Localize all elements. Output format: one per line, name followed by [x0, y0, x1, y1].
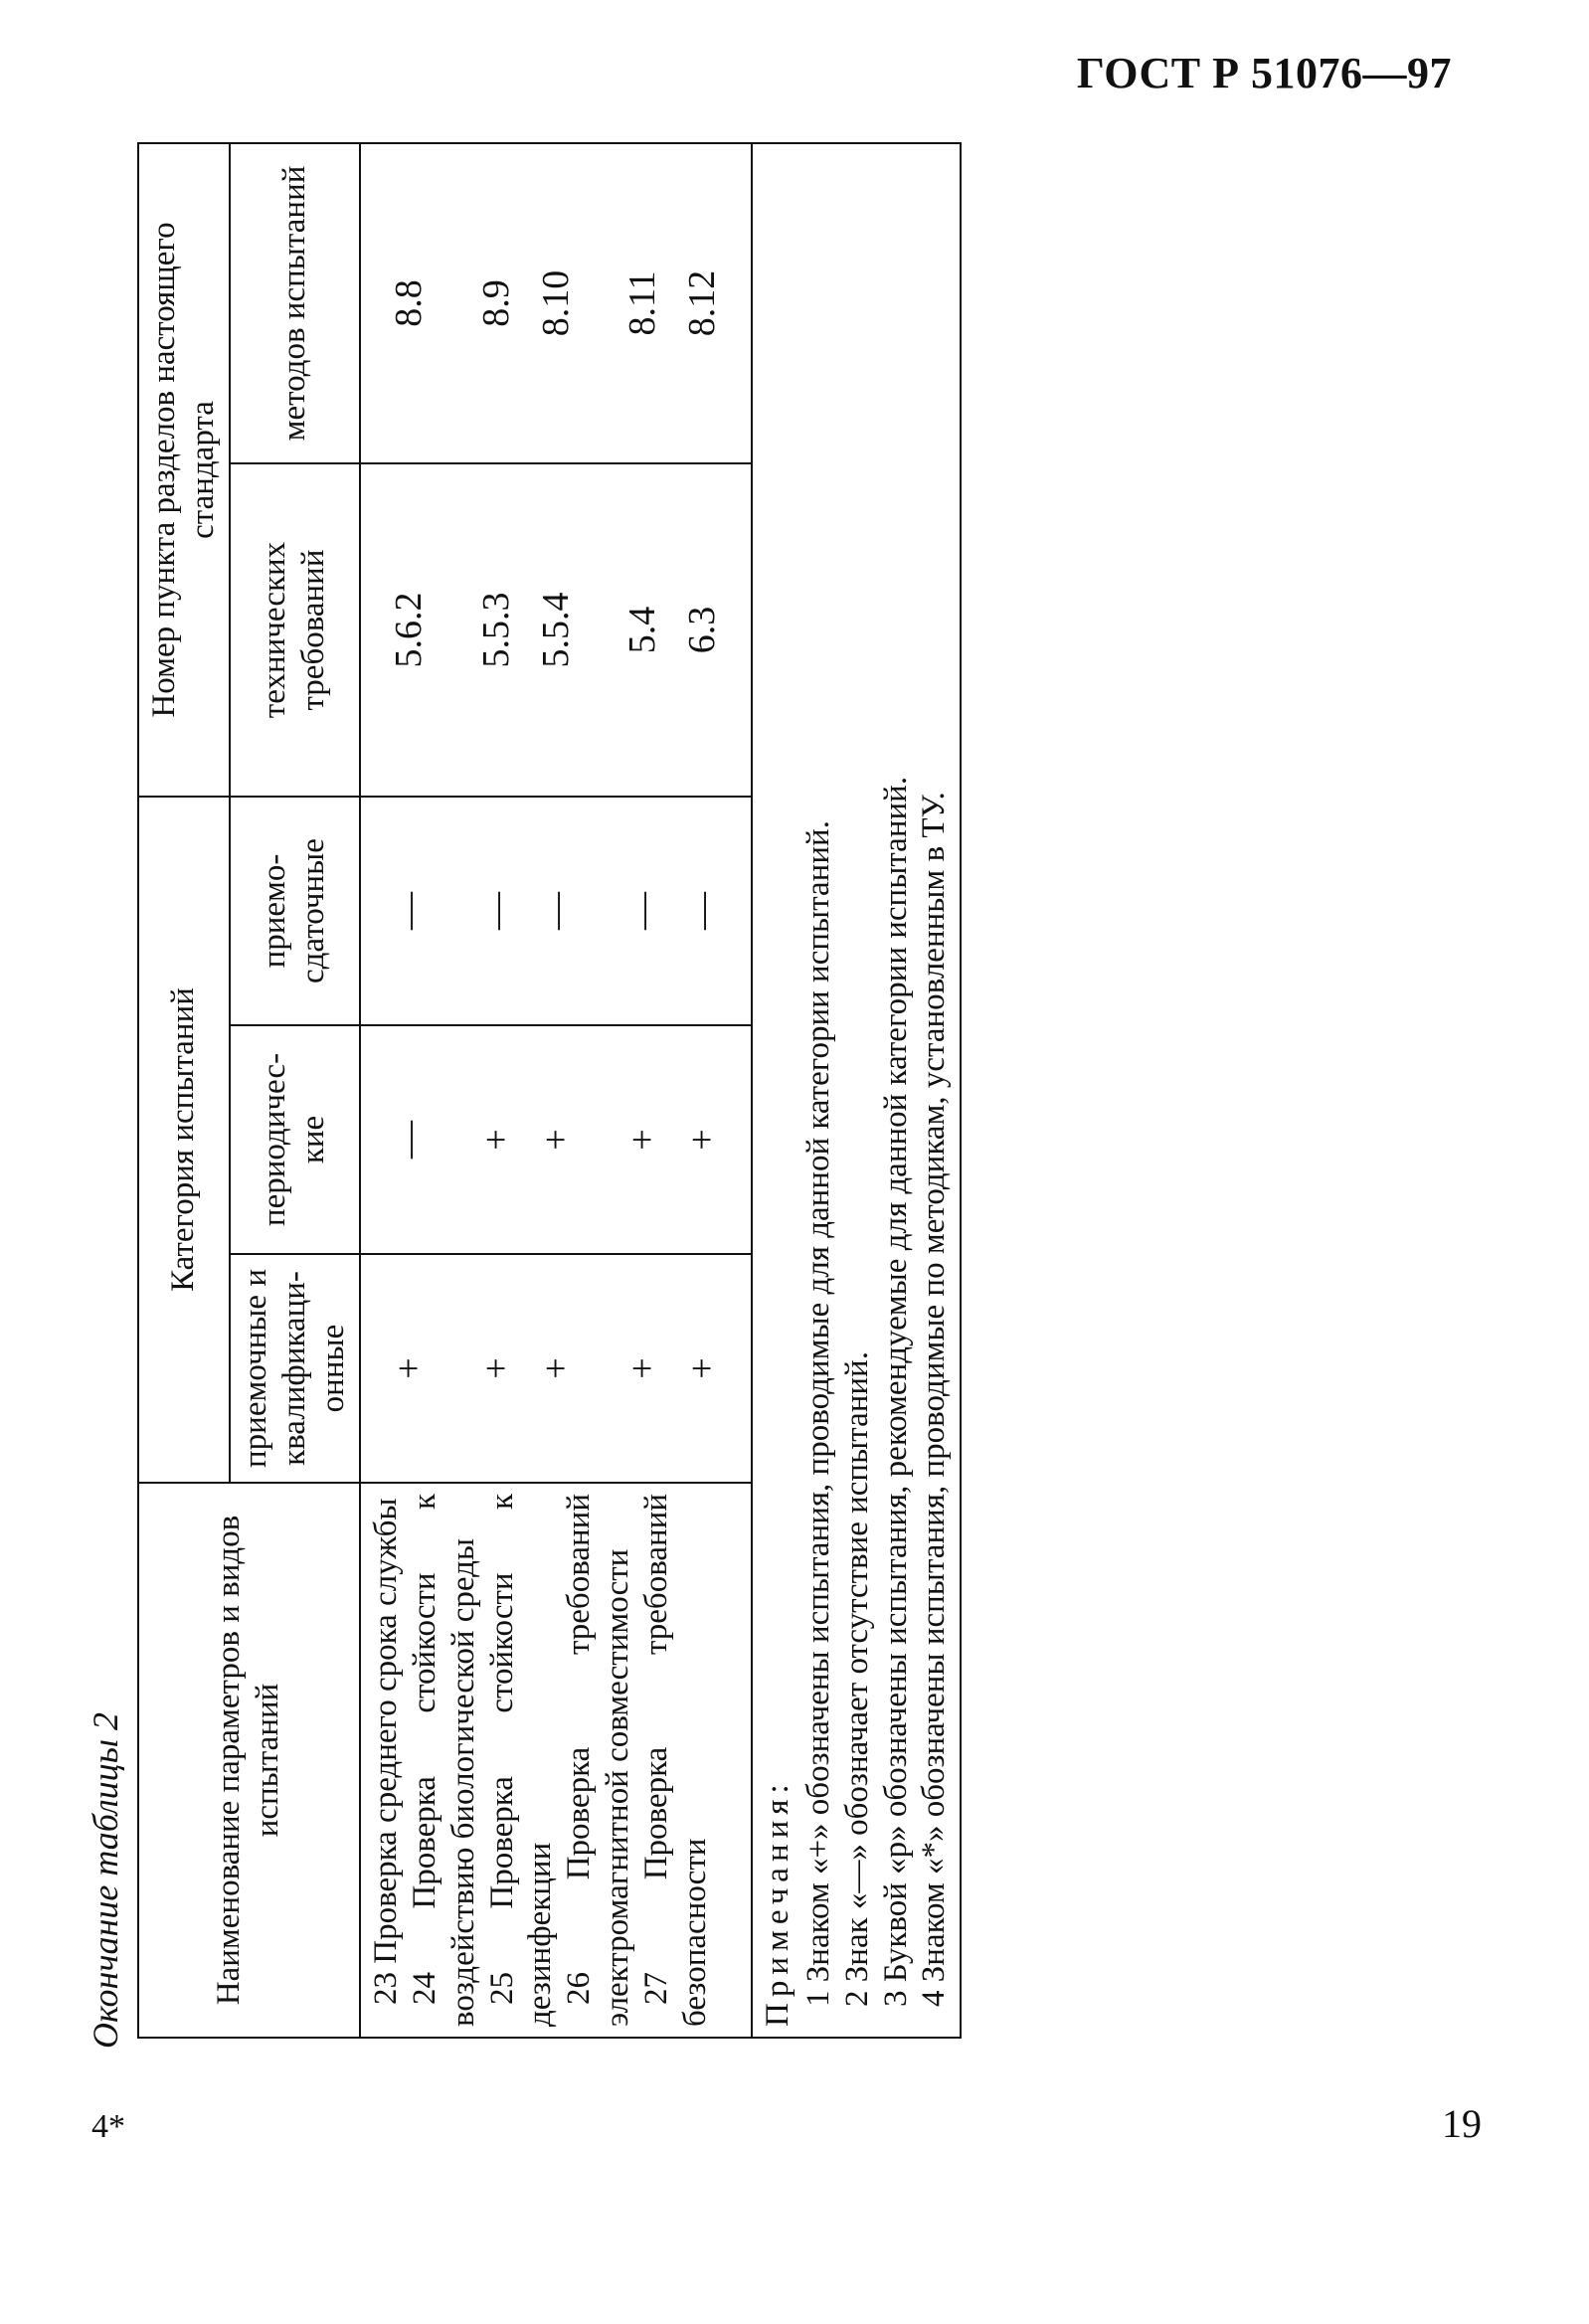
- periodic-column: [360, 1025, 752, 1254]
- table-row-name: 27 Проверка требований безопасности: [638, 1494, 714, 2027]
- cell-technical-req: 5.5.4: [534, 592, 577, 668]
- qualification-column: [360, 1254, 752, 1483]
- cell-test-methods: 8.11: [620, 270, 663, 336]
- notes-section: [752, 143, 962, 2038]
- table-row-name: 25 Проверка стойкости к дезинфекции: [483, 1494, 559, 2027]
- table-caption: Окончание таблицы 2: [86, 1711, 125, 2049]
- page-marker: 4*: [91, 2108, 125, 2145]
- cell-qualification: +: [620, 1357, 663, 1379]
- header-section-group: Номер пункта разделов настоящего стандарта: [138, 143, 230, 797]
- document-code: ГОСТ Р 51076—97: [1076, 49, 1452, 97]
- cell-technical-req: 5.4: [620, 606, 663, 654]
- header-acceptance: приемо-сдаточные: [230, 797, 360, 1025]
- cell-acceptance: —: [680, 892, 723, 930]
- test-methods-column: [360, 143, 752, 463]
- cell-periodic: +: [680, 1129, 723, 1151]
- acceptance-column: [360, 797, 752, 1025]
- cell-technical-req: 6.3: [680, 606, 723, 654]
- technical-req-column: [360, 463, 752, 797]
- cell-periodic: —: [387, 1121, 430, 1159]
- table-row-name: 26 Проверка требований электромагнитной совместимости: [561, 1494, 636, 2027]
- cell-test-methods: 8.8: [387, 279, 430, 327]
- cell-acceptance: —: [620, 892, 663, 930]
- header-qualification: приемочные и квалификаци-онные: [230, 1254, 360, 1483]
- cell-acceptance: —: [474, 892, 517, 930]
- cell-qualification: +: [474, 1357, 517, 1379]
- cell-test-methods: 8.10: [534, 269, 577, 337]
- header-name: Наименование параметров и видов испытаний: [138, 1483, 360, 2038]
- cell-test-methods: 8.9: [474, 279, 517, 327]
- page-number: 19: [1442, 2101, 1482, 2146]
- cell-technical-req: 5.5.3: [474, 592, 517, 668]
- header-test-methods: методов испытаний: [230, 143, 360, 463]
- tests-table: [137, 142, 962, 2039]
- cell-technical-req: 5.6.2: [387, 592, 430, 668]
- table-row-name: 23 Проверка среднего срока службы: [367, 1498, 404, 2005]
- note-item: 2 Знак «—» обозначает отсутствие испытаний.: [838, 1351, 875, 2007]
- cell-periodic: +: [534, 1129, 577, 1151]
- note-item: 1 Знаком «+» обозначены испытания, проводимые для данной категории испытаний.: [799, 820, 836, 2007]
- cell-acceptance: —: [534, 892, 577, 930]
- cell-qualification: +: [680, 1357, 723, 1379]
- header-technical-req: технических требований: [230, 463, 360, 797]
- note-item: 3 Буквой «р» обозначены испытания, рекомендуемые для данной категории испытаний.: [877, 776, 914, 2007]
- header-category-group: Категория испытаний: [138, 797, 230, 1483]
- cell-periodic: +: [620, 1129, 663, 1151]
- table-row-name: 24 Проверка стойкости к воздействию биологической среды: [406, 1494, 481, 2027]
- cell-test-methods: 8.12: [680, 269, 723, 337]
- header-periodic: периодичес-кие: [230, 1025, 360, 1254]
- cell-periodic: +: [474, 1129, 517, 1151]
- rotated-table-block: [85, 139, 1218, 2049]
- note-item: 4 Знаком «*» обозначены испытания, проводимые по методикам, установленным в ТУ.: [916, 792, 953, 2007]
- cell-qualification: +: [387, 1357, 430, 1379]
- notes-title: Примечания:: [759, 1778, 795, 2027]
- cell-acceptance: —: [387, 892, 430, 930]
- names-column: [360, 1483, 752, 2038]
- cell-qualification: +: [534, 1357, 577, 1379]
